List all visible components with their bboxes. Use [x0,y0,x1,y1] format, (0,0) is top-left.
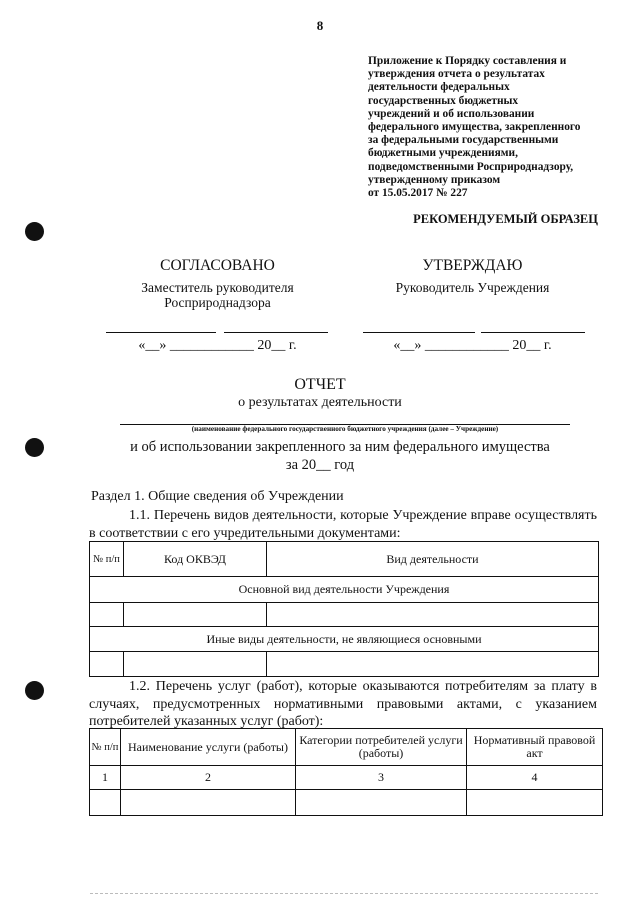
table-cell [90,790,121,816]
table-cell [467,790,603,816]
table-cell [267,652,599,677]
appendix-line: подведомственными Росприроднадзору, [368,160,574,173]
number-cell: 4 [467,766,603,790]
header-cell: Код ОКВЭД [124,542,267,577]
table-group-row [90,577,599,603]
header-cell: № п/п [90,729,121,766]
sample-label: РЕКОМЕНДУЕМЫЙ ОБРАЗЕЦ [413,212,598,226]
approved-role [360,280,585,295]
table-row [90,790,603,816]
agreed-heading: СОГЛАСОВАНО [160,257,275,274]
report-year: за 20__ год [285,457,355,473]
number-cell: 1 [90,766,121,790]
number-cell: 2 [121,766,296,790]
appendix-line: утвержденному приказом [368,173,501,186]
agreed-role-line: Заместитель руководителя [141,280,294,295]
page-number: 8 [316,18,324,33]
report-title: ОТЧЕТ [294,376,346,393]
report-subtitle: о результатах деятельности [238,395,402,410]
page-bottom-edge [90,893,598,894]
group-cell: Иные виды деятельности, не являющиеся основными [90,627,599,652]
appendix-line: деятельности федеральных [368,81,510,94]
appendix-line: бюджетными учреждениями, [368,147,518,160]
agreed-role-line: Росприроднадзора [164,295,271,310]
table-cell [121,790,296,816]
header-cell: № п/п [90,542,124,577]
table-row [90,603,599,627]
agreed-role [105,280,330,310]
punch-hole [25,438,44,457]
appendix-line: Приложение к Порядку составления и [368,55,567,67]
table-cell [124,652,267,677]
appendix-note [368,55,608,200]
table-group-row [90,627,599,652]
number-cell: 3 [296,766,467,790]
signature-lines [0,332,640,333]
name-line [224,332,328,333]
table-header-row [90,729,603,766]
appendix-line: от 15.05.2017 № 227 [368,187,468,200]
activities-table [89,541,599,677]
agreed-date: «__» ____________ 20__ г. [138,338,297,353]
services-table [89,728,603,816]
paragraph-text: 1.2. Перечень услуг (работ), которые оказываются потребителям за плату в случаях, предусмотренных нормативными правовыми актами, с указанием потребителей указанных услуг (работ): [89,679,597,729]
group-cell: Основной вид деятельности Учреждения [90,577,599,603]
appendix-line: за федеральными государственными [368,134,559,147]
paragraph-1-1 [89,507,597,542]
table-cell [296,790,467,816]
punch-hole [25,222,44,241]
table-cell [267,603,599,627]
paragraph-text: 1.1. Перечень видов деятельности, которые Учреждение вправе осуществлять в соответствии с его учредительными документами: [89,508,597,541]
appendix-line: государственных бюджетных [368,94,519,107]
table-cell [90,603,124,627]
table-header-row [90,542,599,577]
header-cell: Наименование услуги (работы) [121,729,296,766]
signature-line [106,332,216,333]
institution-caption: (наименование федерального государственного бюджетного учреждения (далее – Учреждение) [191,425,499,433]
punch-hole [25,681,44,700]
approved-heading: УТВЕРЖДАЮ [422,257,523,274]
table-cell [124,603,267,627]
table-cell [90,652,124,677]
appendix-line: утверждения отчета о результатах [368,68,545,81]
approved-date: «__» ____________ 20__ г. [393,338,552,353]
appendix-line: учреждений и об использовании [368,107,535,120]
name-line [481,332,585,333]
report-subtitle-2: и об использовании закрепленного за ним федерального имущества [130,439,550,455]
header-cell: Вид деятельности [267,542,599,577]
paragraph-1-2 [89,678,597,731]
appendix-line: федерального имущества, закрепленного [368,121,581,134]
approved-role-line: Руководитель Учреждения [395,280,550,295]
section-title: Раздел 1. Общие сведения об Учреждении [91,489,344,504]
table-number-row [90,766,603,790]
header-cell: Нормативный правовой акт [467,729,603,766]
header-cell: Категории потребителей услуги (работы) [296,729,467,766]
signature-line [363,332,475,333]
table-row [90,652,599,677]
